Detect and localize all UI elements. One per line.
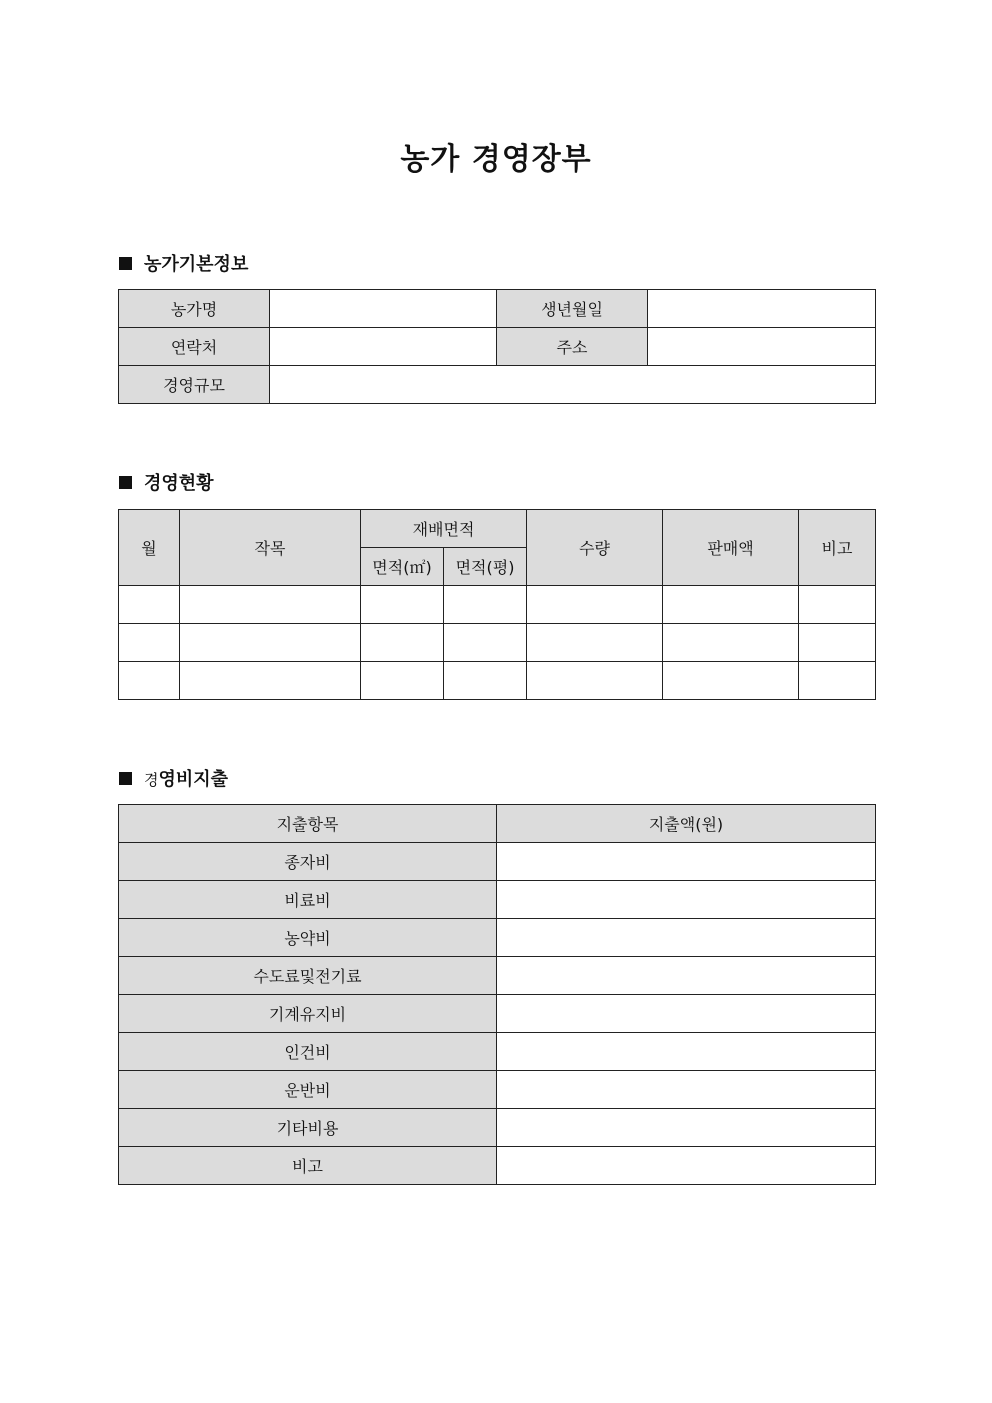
birth-date-field[interactable] [648,290,876,328]
month-header: 월 [119,510,180,586]
table-row [119,843,876,881]
expense-amount-field[interactable] [497,843,876,881]
expense-amount-field[interactable] [497,995,876,1033]
business-scale-label: 경영규모 [119,366,270,404]
expense-item-label: 비료비 [119,881,497,919]
expense-item-label: 비고 [119,1147,497,1185]
birth-date-label: 생년월일 [497,290,648,328]
note-header: 비고 [799,510,876,586]
sales-cell[interactable] [663,624,799,662]
table-row [119,586,876,624]
expense-heading-text: 영비지출 [158,769,229,790]
month-cell[interactable] [119,586,180,624]
expense-item-label: 종자비 [119,843,497,881]
expense-amount-field[interactable] [497,1033,876,1071]
expense-amount-field[interactable] [497,919,876,957]
area-m2-cell[interactable] [361,586,444,624]
sales-header: 판매액 [663,510,799,586]
area-pyeong-cell[interactable] [444,624,527,662]
expense-item-label: 기계유지비 [119,995,497,1033]
expense-item-label: 수도료및전기료 [119,957,497,995]
table-row [119,1109,876,1147]
farm-name-field[interactable] [270,290,497,328]
table-row [119,624,876,662]
expense-amount-field[interactable] [497,1071,876,1109]
contact-label: 연락처 [119,328,270,366]
cultivation-area-header: 재배면적 [361,510,527,548]
area-m2-cell[interactable] [361,624,444,662]
expense-amount-field[interactable] [497,1109,876,1147]
quantity-cell[interactable] [527,624,663,662]
area-pyeong-header: 면적(평) [444,548,527,586]
crop-cell[interactable] [180,662,361,700]
square-bullet-icon [119,476,132,489]
contact-field[interactable] [270,328,497,366]
crop-cell[interactable] [180,624,361,662]
expense-amount-field[interactable] [497,1147,876,1185]
area-pyeong-cell[interactable] [444,662,527,700]
note-cell[interactable] [799,624,876,662]
area-pyeong-cell[interactable] [444,586,527,624]
crop-header: 작목 [180,510,361,586]
table-row [119,1071,876,1109]
table-row [119,995,876,1033]
crop-cell[interactable] [180,586,361,624]
expense-item-label: 인건비 [119,1033,497,1071]
expense-item-label: 운반비 [119,1071,497,1109]
square-bullet-icon [119,257,132,270]
expense-table [118,804,876,1185]
expense-heading [119,768,228,792]
expense-item-label: 기타비용 [119,1109,497,1147]
expense-amount-header: 지출액(원) [497,805,876,843]
basic-info-heading [119,253,248,277]
table-row [119,919,876,957]
sales-cell[interactable] [663,586,799,624]
quantity-header: 수량 [527,510,663,586]
address-field[interactable] [648,328,876,366]
status-heading-text: 경영현황 [144,473,214,494]
square-bullet-icon [119,772,132,785]
table-row [119,1147,876,1185]
basic-info-table [118,289,876,404]
month-cell[interactable] [119,662,180,700]
expense-heading-prefix: 경 [144,771,159,789]
quantity-cell[interactable] [527,586,663,624]
table-row [119,881,876,919]
status-heading [119,472,214,496]
status-table [118,509,876,700]
expense-item-header: 지출항목 [119,805,497,843]
sales-cell[interactable] [663,662,799,700]
expense-item-label: 농약비 [119,919,497,957]
table-row [119,662,876,700]
area-m2-header: 면적(㎡) [361,548,444,586]
note-cell[interactable] [799,662,876,700]
table-row [119,1033,876,1071]
document-title: 농가 경영장부 [400,142,592,177]
expense-amount-field[interactable] [497,957,876,995]
table-row [119,957,876,995]
quantity-cell[interactable] [527,662,663,700]
expense-amount-field[interactable] [497,881,876,919]
business-scale-field[interactable] [270,366,876,404]
farm-name-label: 농가명 [119,290,270,328]
area-m2-cell[interactable] [361,662,444,700]
month-cell[interactable] [119,624,180,662]
note-cell[interactable] [799,586,876,624]
address-label: 주소 [497,328,648,366]
basic-info-heading-text: 농가기본정보 [144,254,249,275]
